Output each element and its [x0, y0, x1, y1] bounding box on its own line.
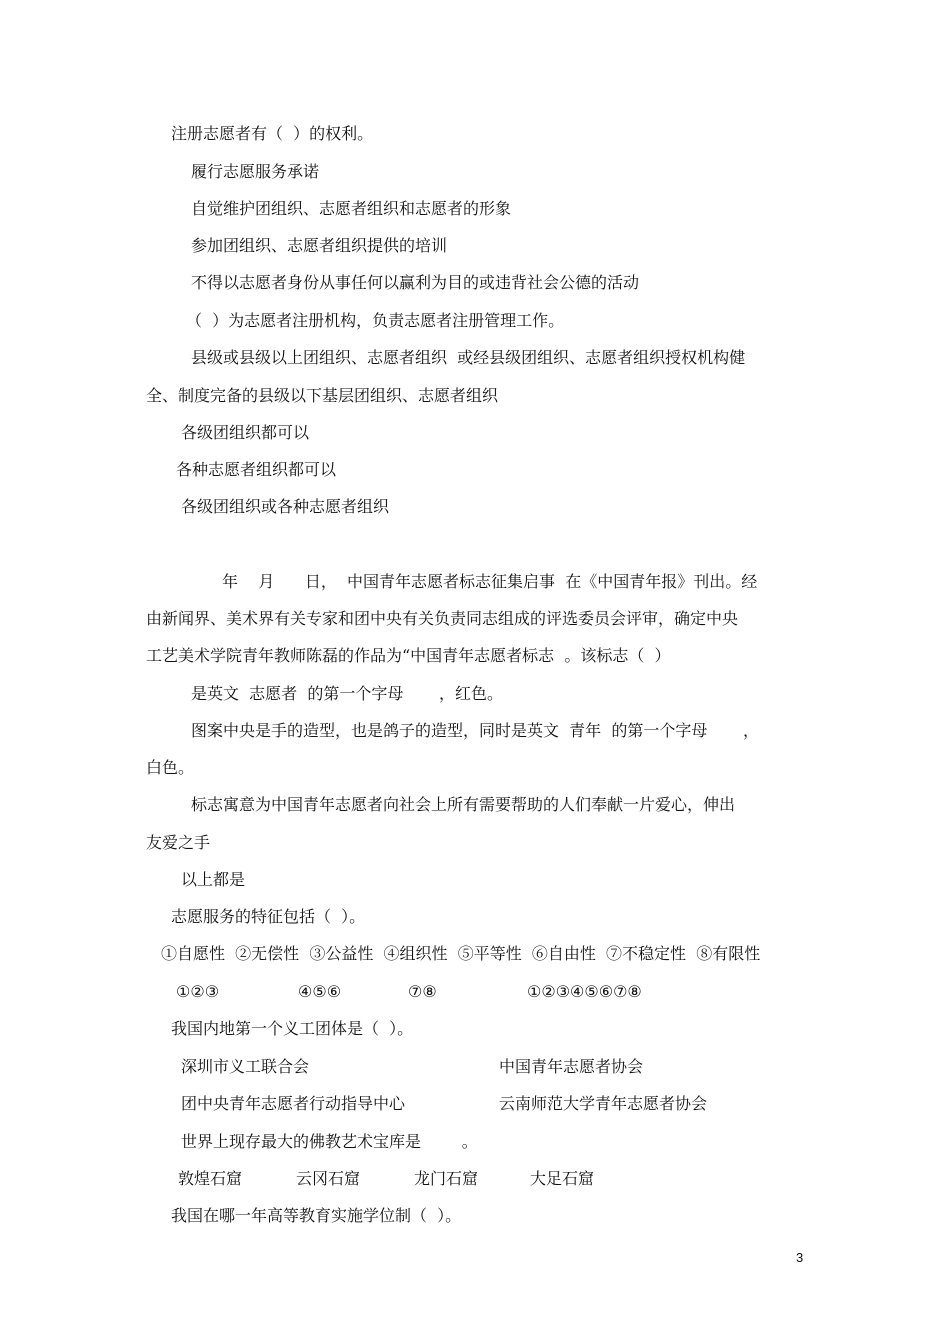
q5-choice-d: 云南师范大学青年志愿者协会 [499, 1094, 708, 1113]
q4-items: ①自愿性 ②无偿性 ③公益性 ④组织性 ⑤平等性 ⑥自由性 ⑦不稳定性 ⑧有限性 [161, 944, 761, 963]
q3-option-c-line2: 友爱之手 [146, 833, 211, 852]
q2-option-b: 各级团组织都可以 [181, 423, 310, 442]
q3-option-d: 以上都是 [181, 870, 246, 889]
q1-option-b: 自觉维护团组织、志愿者组织和志愿者的形象 [191, 199, 512, 218]
q2-option-d: 各级团组织或各种志愿者组织 [181, 497, 390, 516]
q6-choice-b: 云冈石窟 [296, 1169, 361, 1188]
q4-question: 志愿服务的特征包括（ ）。 [171, 907, 366, 926]
q3-option-b-line2: 白色。 [146, 758, 195, 777]
page-number: 3 [796, 1250, 804, 1265]
q4-choices [0, 981, 950, 1003]
q5-choices-row1 [0, 1056, 950, 1078]
q1-option-c: 参加团组织、志愿者组织提供的培训 [191, 236, 448, 255]
q3-line3: 工艺美术学院青年教师陈磊的作品为“中国青年志愿者标志 。该标志（ ） [146, 646, 671, 665]
q2-option-a-line2: 全、制度完备的县级以下基层团组织、志愿者组织 [146, 386, 499, 405]
q4-choice-c: ⑦⑧ [408, 982, 437, 1001]
q2-option-a-line1: 县级或县级以上团组织、志愿者组织 或经县级团组织、志愿者组织授权机构健 [191, 348, 746, 367]
q4-choice-d: ①②③④⑤⑥⑦⑧ [527, 982, 642, 1001]
q1-question: 注册志愿者有（ ）的权利。 [171, 124, 374, 143]
q2-question: （ ）为志愿者注册机构，负责志愿者注册管理工作。 [186, 311, 565, 330]
q6-choice-c: 龙门石窟 [414, 1169, 479, 1188]
q3-option-b-line1: 图案中央是手的造型，也是鸽子的造型，同时是英文 青年 的第一个字母 ， [191, 721, 759, 740]
q1-option-d: 不得以志愿者身份从事任何以赢利为目的或违背社会公德的活动 [191, 273, 640, 292]
q6-question: 世界上现存最大的佛教艺术宝库是 。 [181, 1132, 478, 1151]
q3-line2: 由新闻界、美术界有关专家和团中央有关负责同志组成的评选委员会评审，确定中央 [146, 609, 739, 628]
q5-question: 我国内地第一个义工团体是（ ）。 [171, 1019, 414, 1038]
q3-option-c-line1: 标志寓意为中国青年志愿者向社会上所有需要帮助的人们奉献一片爱心，伸出 [191, 795, 736, 814]
q5-choice-a: 深圳市义工联合会 [181, 1057, 310, 1076]
q6-choice-d: 大足石窟 [530, 1169, 595, 1188]
q6-choice-a: 敦煌石窟 [178, 1169, 243, 1188]
q5-choices-row2 [0, 1093, 950, 1115]
q5-choice-b: 中国青年志愿者协会 [499, 1057, 644, 1076]
q7-question: 我国在哪一年高等教育实施学位制（ ）。 [171, 1206, 462, 1225]
q4-choice-b: ④⑤⑥ [298, 982, 342, 1001]
q6-choices [0, 1168, 950, 1190]
q2-option-c: 各种志愿者组织都可以 [176, 460, 337, 479]
q4-choice-a: ①②③ [176, 982, 220, 1001]
q5-choice-c: 团中央青年志愿者行动指导中心 [181, 1094, 406, 1113]
q3-line1: 年 月 日， 中国青年志愿者标志征集启事 在《中国青年报》刊出。经 [222, 572, 758, 591]
q3-option-a: 是英文 志愿者 的第一个字母 ，红色。 [191, 684, 503, 703]
q1-option-a: 履行志愿服务承诺 [191, 162, 320, 181]
